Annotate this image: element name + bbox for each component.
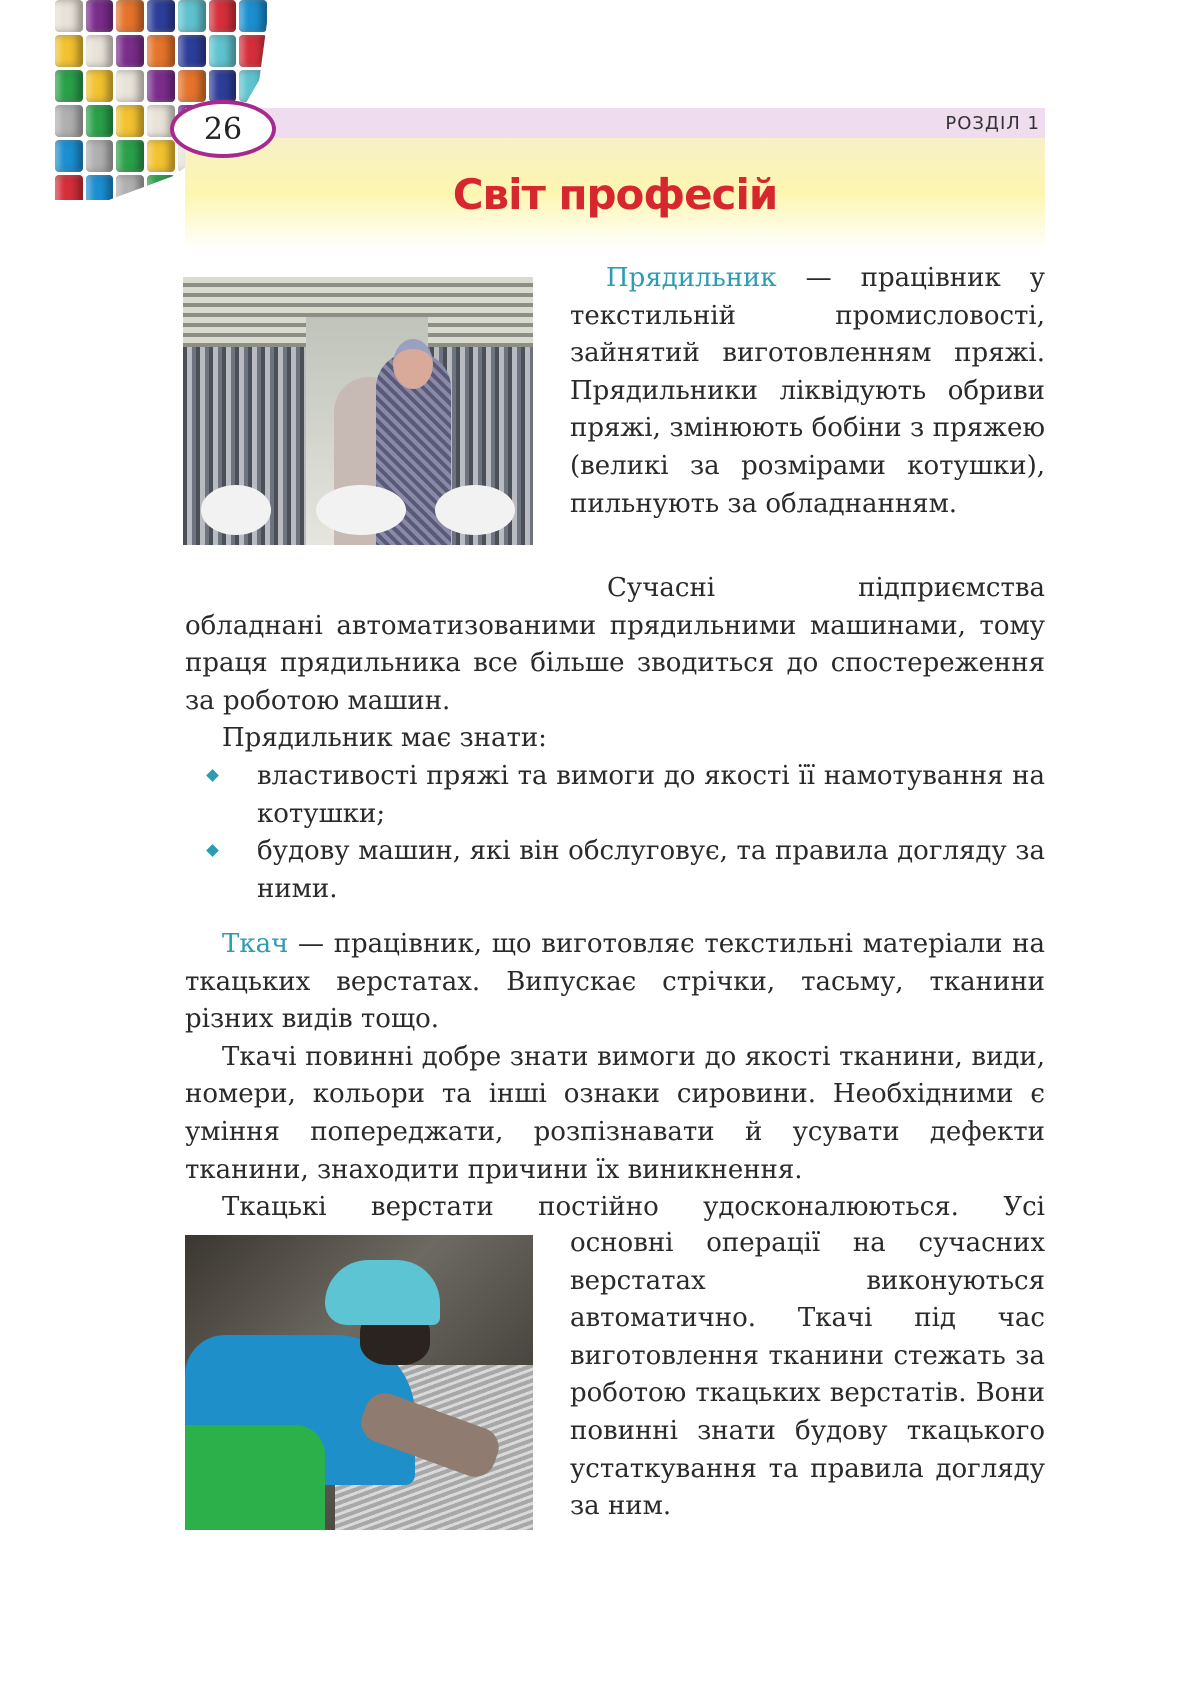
spool-row bbox=[55, 35, 270, 67]
thread-spool bbox=[116, 35, 144, 67]
thread-spool bbox=[86, 70, 114, 102]
spinner-details bbox=[185, 570, 1045, 908]
thread-spool bbox=[209, 70, 237, 102]
thread-spool bbox=[116, 105, 144, 137]
thread-spool bbox=[55, 105, 83, 137]
thread-spool bbox=[147, 70, 175, 102]
weaver-term: Ткач bbox=[222, 929, 289, 959]
thread-spool bbox=[147, 175, 175, 200]
photo-yarn-bobbin bbox=[201, 485, 271, 535]
thread-spool bbox=[147, 0, 175, 32]
bullet-icon bbox=[206, 769, 219, 782]
thread-spool bbox=[116, 0, 144, 32]
thread-spool bbox=[147, 140, 175, 172]
photo-yarn-bobbin bbox=[435, 485, 515, 535]
thread-spool bbox=[86, 0, 114, 32]
spinner-knows-intro: Прядильник має знати: bbox=[222, 723, 547, 754]
thread-spool bbox=[178, 35, 206, 67]
thread-spool bbox=[86, 140, 114, 172]
weaver-loom-photo bbox=[185, 1235, 533, 1530]
thread-spool bbox=[239, 35, 267, 67]
weaver-section bbox=[185, 926, 1045, 1227]
thread-spool bbox=[209, 0, 237, 32]
weaver-paragraph-3 bbox=[570, 1225, 1045, 1526]
thread-spool bbox=[86, 175, 114, 200]
spinner-intro bbox=[570, 260, 1045, 523]
section-label: РОЗДІЛ 1 bbox=[945, 113, 1040, 134]
thread-spool bbox=[178, 70, 206, 102]
weaver-paragraph-3-rest: основні операції на сучасних верстатах виконуються автоматично. Ткачі під час виготовлення тканини стежать за роботою ткацьких верстатів. Вони повинні знати будову ткацького устаткування та правила догляду за ним. bbox=[570, 1228, 1045, 1522]
thread-spool bbox=[55, 140, 83, 172]
spinner-paragraph-2: Сучасні підприємства обладнані автоматизованими прядильними машинами, тому праця прядильника все більше зводиться до спостереження за роботою машин. bbox=[185, 573, 1045, 716]
thread-spool bbox=[55, 175, 83, 200]
thread-spool bbox=[239, 70, 267, 102]
thread-spool bbox=[116, 175, 144, 200]
thread-spool bbox=[116, 140, 144, 172]
spinner-intro-text: — працівник у текстильній промисловості, зайнятий виготовленням пряжі. Прядильники ліквідують обриви пряжі, змінюють бобіни з пряжею (великі за розмірами котушки), пильнують за обладнанням. bbox=[570, 263, 1045, 519]
photo-apron bbox=[185, 1425, 325, 1530]
thread-spool bbox=[147, 35, 175, 67]
thread-spool bbox=[55, 35, 83, 67]
spool-row bbox=[55, 70, 270, 102]
spinner-term: Прядильник bbox=[606, 263, 777, 293]
bullet-icon bbox=[206, 844, 219, 857]
list-item: будову машин, які він обслуговує, та правила догляду за ними. bbox=[185, 833, 1045, 908]
thread-spool bbox=[55, 70, 83, 102]
list-item: властивості пряжі та вимоги до якості її намотування на котушки; bbox=[185, 758, 1045, 833]
thread-spool bbox=[209, 35, 237, 67]
weaver-intro-text: — працівник, що виготовляє текстильні матеріали на ткацьких верстатах. Випускає стрічки, тасьму, тканини різних видів тощо. bbox=[185, 929, 1045, 1035]
thread-spool bbox=[55, 0, 83, 32]
thread-spool bbox=[86, 105, 114, 137]
weaver-paragraph-3-line-1: Ткацькі верстати постійно удосконалюються. Усі bbox=[222, 1192, 1045, 1223]
page-number: 26 bbox=[170, 100, 276, 158]
weaver-paragraph-2: Ткачі повинні добре знати вимоги до якості тканини, види, номери, кольори та інші ознаки сировини. Необхідними є уміння попереджати, розпізнавати й усувати дефекти тканини, знаходити причини їх виникнення. bbox=[185, 1041, 1045, 1185]
spool-row bbox=[55, 0, 270, 32]
photo-headscarf bbox=[325, 1260, 440, 1325]
thread-spool bbox=[116, 70, 144, 102]
page-title: Світ професій bbox=[452, 170, 778, 219]
thread-spool bbox=[86, 35, 114, 67]
photo-yarn-bobbin bbox=[316, 485, 406, 535]
photo-worker-head bbox=[393, 339, 433, 389]
thread-spool bbox=[178, 0, 206, 32]
spinning-mill-photo bbox=[183, 277, 533, 545]
thread-spool bbox=[239, 0, 267, 32]
spinner-knows-list bbox=[185, 758, 1045, 908]
